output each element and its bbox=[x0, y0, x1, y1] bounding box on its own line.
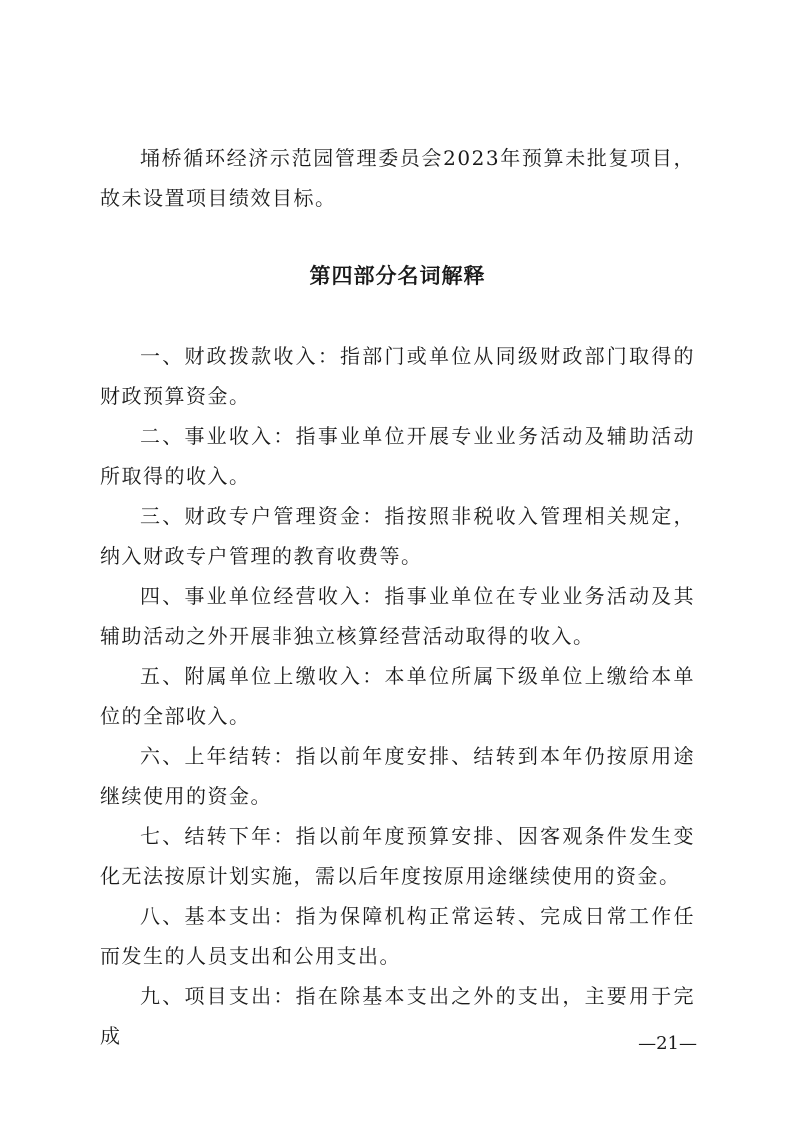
definition-6: 六、上年结转：指以前年度安排、结转到本年仍按原用途继续使用的资金。 bbox=[100, 744, 695, 808]
definition-3: 三、财政专户管理资金：指按照非税收入管理相关规定，纳入财政专户管理的教育收费等。 bbox=[100, 504, 695, 568]
definition-2: 二、事业收入：指事业单位开展专业业务活动及辅助活动所取得的收入。 bbox=[100, 424, 695, 488]
page-number: —21— bbox=[638, 1033, 697, 1054]
definition-8: 八、基本支出：指为保障机构正常运转、完成日常工作任而发生的人员支出和公用支出。 bbox=[100, 904, 695, 968]
definition-4: 四、事业单位经营收入：指事业单位在专业业务活动及其辅助活动之外开展非独立核算经营活动取得的收入。 bbox=[100, 584, 695, 648]
definition-5: 五、附属单位上缴收入：本单位所属下级单位上缴给本单位的全部收入。 bbox=[100, 664, 695, 728]
definition-1: 一、财政拨款收入：指部门或单位从同级财政部门取得的财政预算资金。 bbox=[100, 344, 695, 408]
definition-7: 七、结转下年：指以前年度预算安排、因客观条件发生变化无法按原计划实施，需以后年度按原用途继续使用的资金。 bbox=[100, 824, 695, 888]
intro-paragraph: 埇桥循环经济示范园管理委员会2023年预算未批复项目，故未设置项目绩效目标。 bbox=[100, 146, 695, 210]
definition-9: 九、项目支出：指在除基本支出之外的支出，主要用于完成 bbox=[100, 984, 695, 1048]
section-title: 第四部分名词解释 bbox=[309, 264, 486, 288]
